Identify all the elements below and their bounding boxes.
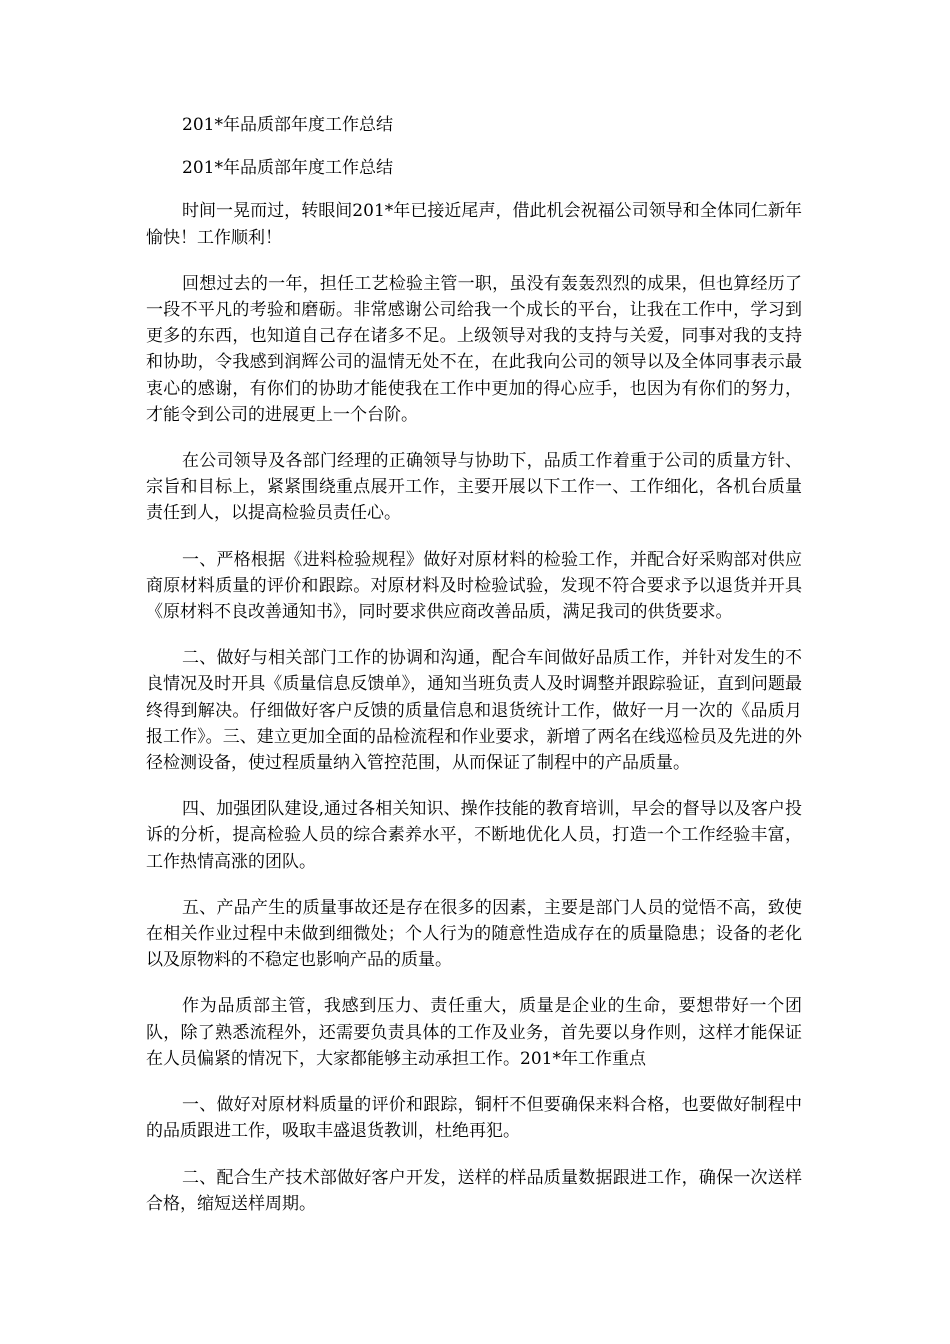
paragraph-greeting: 时间一晃而过，转眼间201*年已接近尾声，借此机会祝福公司领导和全体同仁新年愉快！工作顺利！	[146, 201, 802, 248]
document-subtitle: 201*年品质部年度工作总结	[182, 158, 393, 179]
paragraph-item-1: 一、严格根据《进料检验规程》做好对原材料的检验工作，并配合好采购部对供应商原材料质量的评价和跟踪。对原材料及时检验试验，发现不符合要求予以退货并开具《原材料不良改善通知书》，同时要求供应商改善品质，满足我司的供货要求。	[146, 549, 802, 623]
paragraph-item-2: 二、做好与相关部门工作的协调和沟通，配合车间做好品质工作，并针对发生的不良情况及时开具《质量信息反馈单》，通知当班负责人及时调整并跟踪验证，直到问题最终得到解决。仔细做好客户反馈的质量信息和退货统计工作，做好一月一次的《品质月报工作》。三、建立更加全面的品检流程和作业要求，新增了两名在线巡检员及先进的外径检测设备，使过程质量纳入管控范围，从而保证了制程中的产品质量。	[146, 648, 802, 774]
paragraph-item-4: 四、加强团队建设,通过各相关知识、操作技能的教育培训，早会的督导以及客户投诉的分析，提高检验人员的综合素养水平，不断地优化人员，打造一个工作经验丰富，工作热情高涨的团队。	[146, 799, 802, 872]
paragraph-overview: 在公司领导及各部门经理的正确领导与协助下，品质工作着重于公司的质量方针、宗旨和目标上，紧紧围绕重点展开工作，主要开展以下工作一、工作细化，各机台质量责任到人，以提高检验员责任心。	[146, 451, 802, 524]
paragraph-focus-2: 二、配合生产技术部做好客户开发，送样的样品质量数据跟进工作，确保一次送样合格，缩短送样周期。	[146, 1167, 802, 1214]
document-page	[146, 112, 802, 1237]
paragraph-focus-1: 一、做好对原材料质量的评价和跟踪，铜杆不但要确保来料合格，也要做好制程中的品质跟进工作，吸取丰盛退货教训，杜绝再犯。	[146, 1095, 802, 1142]
document-title: 201*年品质部年度工作总结	[182, 115, 393, 135]
paragraph-item-5: 五、产品产生的质量事故还是存在很多的因素，主要是部门人员的觉悟不高，致使在相关作业过程中未做到细微处；个人行为的随意性造成存在的质量隐患；设备的老化以及原物料的不稳定也影响产品的质量。	[146, 897, 802, 971]
paragraph-manager-reflection: 作为品质部主管，我感到压力、责任重大，质量是企业的生命，要想带好一个团队，除了熟悉流程外，还需要负责具体的工作及业务，首先要以身作则，这样才能保证在人员偏紧的情况下，大家都能够主动承担工作。201*年工作重点	[146, 996, 802, 1069]
paragraph-review: 回想过去的一年，担任工艺检验主管一职，虽没有轰轰烈烈的成果，但也算经历了一段不平凡的考验和磨砺。非常感谢公司给我一个成长的平台，让我在工作中，学习到更多的东西，也知道自己存在诸多不足。上级领导对我的支持与关爱，同事对我的支持和协助，令我感到润辉公司的温情无处不在，在此我向公司的领导以及全体同事表示最衷心的感谢，有你们的协助才能使我在工作中更加的得心应手，也因为有你们的努力，才能令到公司的进展更上一个台阶。	[146, 273, 802, 425]
